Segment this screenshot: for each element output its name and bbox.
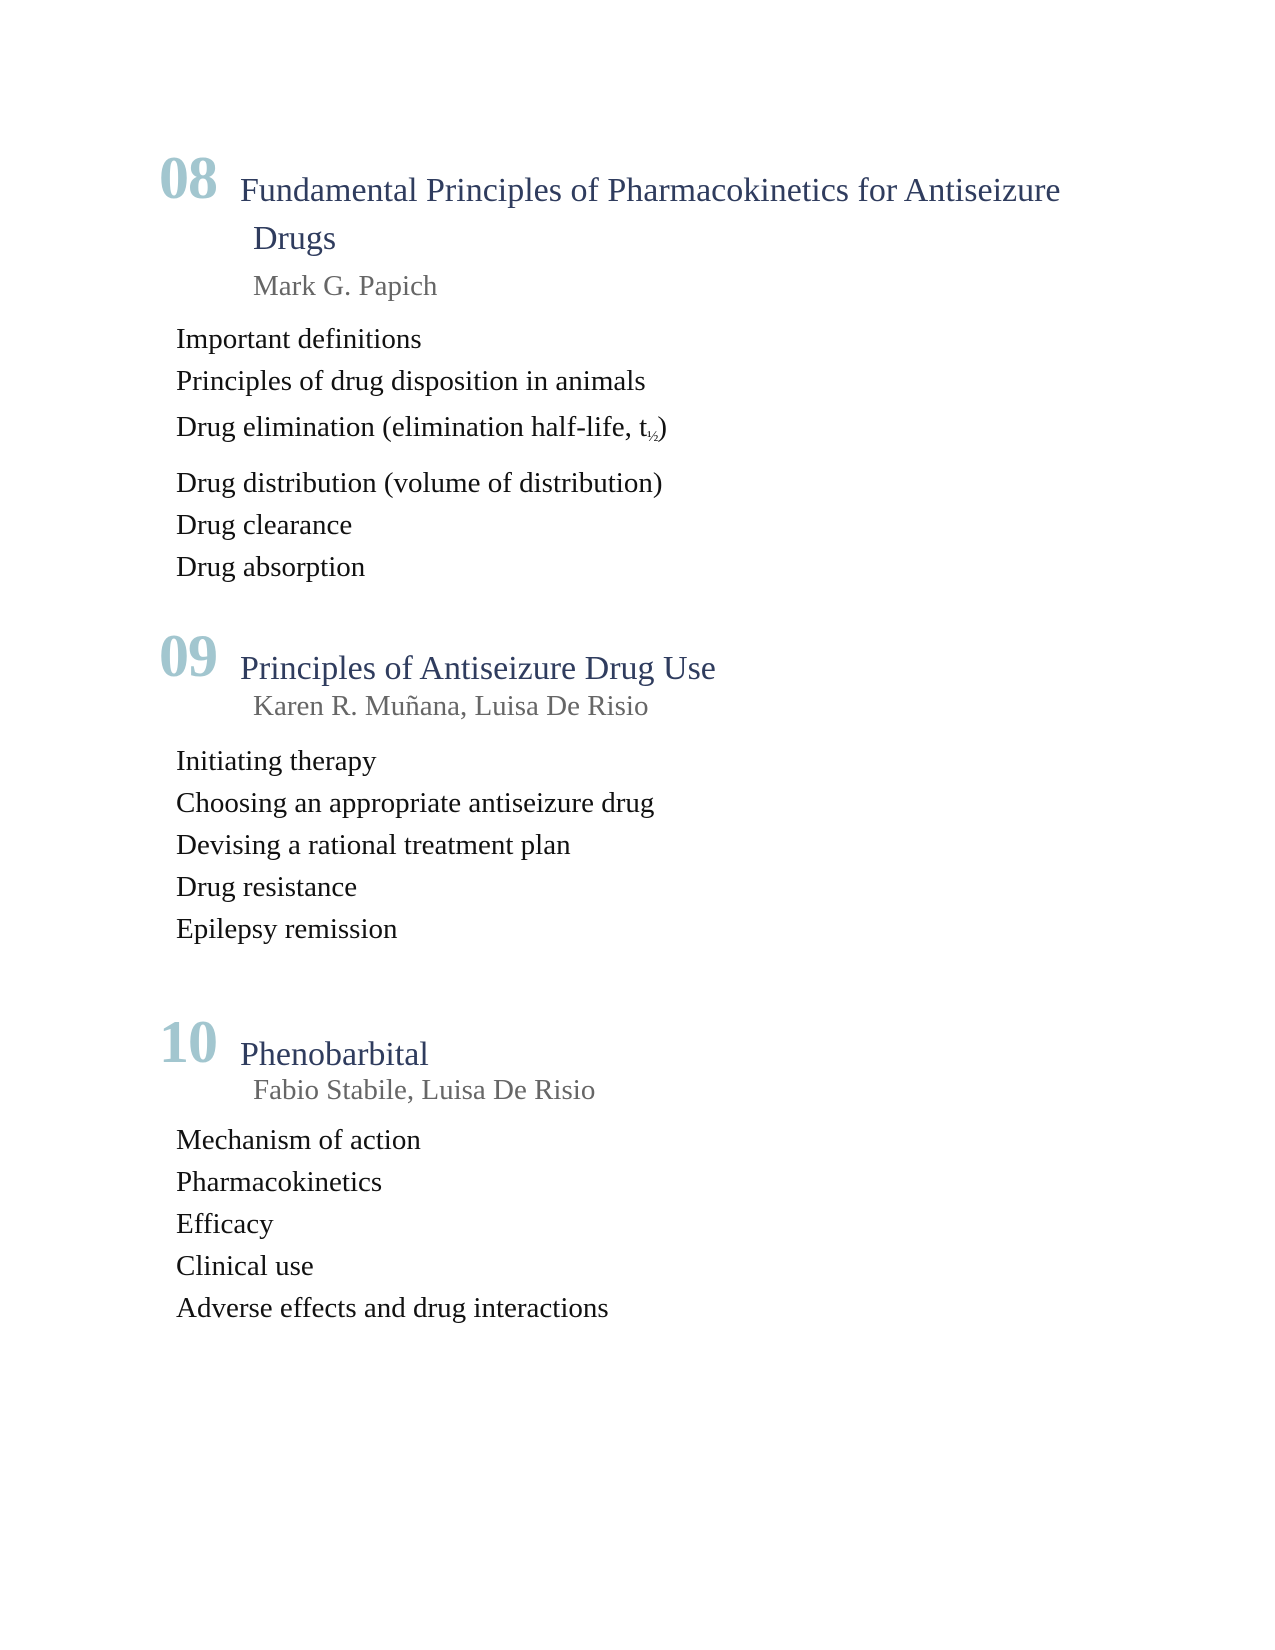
section-item[interactable]: Initiating therapy: [176, 745, 377, 777]
half-life-close-paren: ): [657, 411, 668, 443]
chapter-heading: [159, 145, 1119, 257]
section-item-half-life[interactable]: [176, 402, 667, 462]
chapter-authors: Fabio Stabile, Luisa De Risio: [253, 1074, 596, 1106]
chapter-title-line-2: Drugs: [253, 220, 337, 257]
chapter-10: [159, 1009, 1119, 1324]
section-item[interactable]: Pharmacokinetics: [176, 1166, 383, 1198]
section-item[interactable]: Mechanism of action: [176, 1124, 421, 1156]
chapter-heading: [159, 1009, 1119, 1075]
section-item[interactable]: Choosing an appropriate antiseizure drug: [176, 787, 655, 819]
chapter-authors: Karen R. Muñana, Luisa De Risio: [253, 690, 649, 722]
chapter-title[interactable]: [240, 645, 1100, 693]
chapter-title-line-1: Fundamental Principles of Pharmacokinetics for Antiseizure: [240, 172, 1061, 209]
section-item[interactable]: Adverse effects and drug interactions: [176, 1292, 609, 1324]
chapter-number: 09: [159, 623, 217, 689]
section-item[interactable]: Principles of drug disposition in animals: [176, 365, 646, 397]
section-item[interactable]: Clinical use: [176, 1250, 314, 1282]
section-item[interactable]: Drug resistance: [176, 871, 358, 903]
section-item[interactable]: Devising a rational treatment plan: [176, 829, 571, 861]
section-item[interactable]: Drug distribution (volume of distribution): [176, 467, 663, 499]
chapter-title[interactable]: [240, 167, 1100, 263]
section-item[interactable]: Efficacy: [176, 1208, 274, 1240]
chapter-title-line-1: Phenobarbital: [240, 1036, 429, 1073]
chapter-09: [159, 623, 1119, 945]
chapter-title-line-1: Principles of Antiseizure Drug Use: [240, 650, 716, 687]
half-life-subscript: ½: [647, 429, 658, 445]
chapter-number: 08: [159, 145, 217, 211]
chapter-number: 10: [159, 1009, 217, 1075]
section-item[interactable]: Important definitions: [176, 323, 422, 355]
chapter-authors: Mark G. Papich: [253, 270, 438, 302]
section-item[interactable]: Drug clearance: [176, 509, 353, 541]
section-item-text: Drug elimination (elimination half-life, t: [176, 411, 648, 443]
section-list: [176, 1119, 609, 1329]
section-list: [176, 318, 667, 588]
chapter-heading: [159, 623, 1119, 689]
section-item[interactable]: Epilepsy remission: [176, 913, 398, 945]
section-item[interactable]: Drug absorption: [176, 551, 366, 583]
chapter-08: [159, 145, 1119, 583]
section-list: [176, 740, 654, 950]
